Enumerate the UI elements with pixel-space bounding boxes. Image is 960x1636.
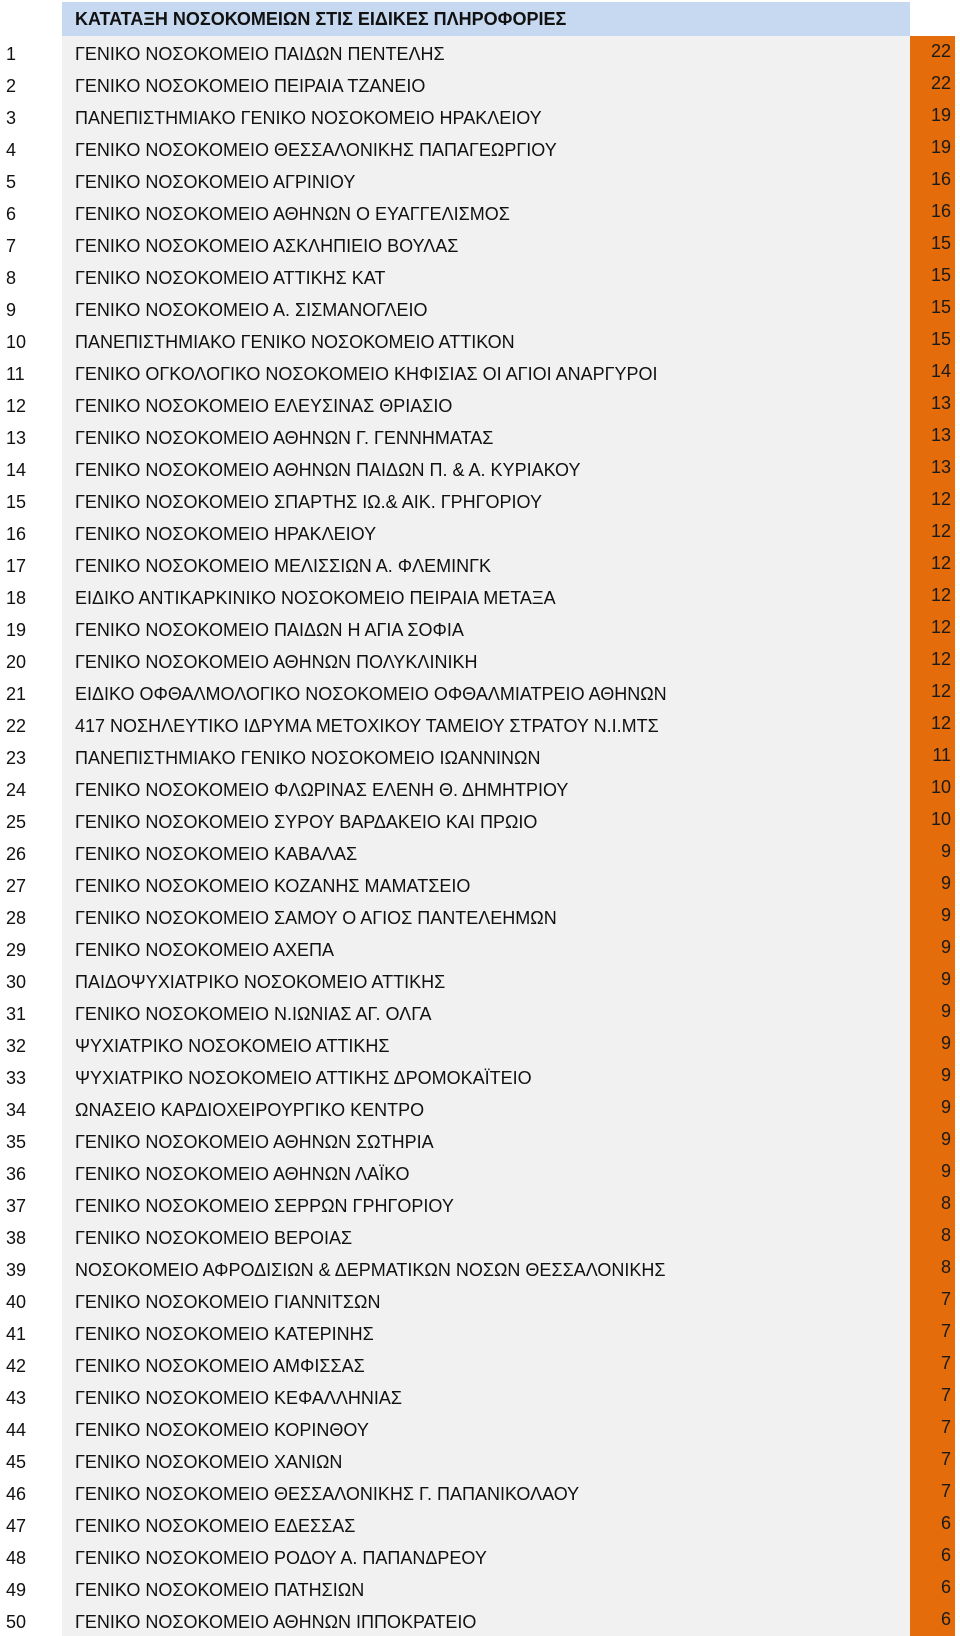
score-cell: 8: [910, 1188, 955, 1220]
hospital-name-cell: ΓΕΝΙΚΟ ΝΟΣΟΚΟΜΕΙΟ ΣΥΡΟΥ ΒΑΡΔΑΚΕΙΟ ΚΑΙ ΠΡΩΙΟ: [62, 804, 910, 836]
hospital-name-cell: ΓΕΝΙΚΟ ΝΟΣΟΚΟΜΕΙΟ ΗΡΑΚΛΕΙΟΥ: [62, 516, 910, 548]
table-row: [0, 1348, 960, 1380]
rank-cell: 24: [6, 780, 27, 800]
table-row: [0, 388, 960, 420]
rank-cell: 38: [6, 1228, 27, 1248]
rank-cell: 19: [6, 620, 27, 640]
hospital-name-cell: ΓΕΝΙΚΟ ΝΟΣΟΚΟΜΕΙΟ Ν.ΙΩΝΙΑΣ ΑΓ. ΟΛΓΑ: [62, 996, 910, 1028]
hospital-name-cell: ΠΑΝΕΠΙΣΤΗΜΙΑΚΟ ΓΕΝΙΚΟ ΝΟΣΟΚΟΜΕΙΟ ΗΡΑΚΛΕΙΟΥ: [62, 100, 910, 132]
table-row: [0, 228, 960, 260]
rank-cell: 23: [6, 748, 27, 768]
score-cell: 8: [910, 1220, 955, 1252]
score-cell: 7: [910, 1412, 955, 1444]
hospital-name-cell: ΓΕΝΙΚΟ ΝΟΣΟΚΟΜΕΙΟ ΡΟΔΟΥ Α. ΠΑΠΑΝΔΡΕΟΥ: [62, 1540, 910, 1572]
rank-cell: 33: [6, 1068, 27, 1088]
rank-cell: 28: [6, 908, 27, 928]
rank-cell: 46: [6, 1484, 27, 1504]
rank-cell: 30: [6, 972, 27, 992]
rank-cell: 1: [6, 44, 17, 64]
hospital-name-cell: 417 ΝΟΣΗΛΕΥΤΙΚΟ ΙΔΡΥΜΑ ΜΕΤΟΧΙΚΟΥ ΤΑΜΕΙΟΥ ΣΤΡΑΤΟΥ Ν.Ι.ΜΤΣ: [62, 708, 910, 740]
table-row: [0, 420, 960, 452]
score-cell: 7: [910, 1476, 955, 1508]
table-row: [0, 836, 960, 868]
rank-cell: 5: [6, 172, 17, 192]
rank-cell: 31: [6, 1004, 27, 1024]
hospital-name-cell: ΓΕΝΙΚΟ ΝΟΣΟΚΟΜΕΙΟ ΠΑΤΗΣΙΩΝ: [62, 1572, 910, 1604]
hospital-name-cell: ΓΕΝΙΚΟ ΝΟΣΟΚΟΜΕΙΟ ΘΕΣΣΑΛΟΝΙΚΗΣ Γ. ΠΑΠΑΝΙΚΟΛΑΟΥ: [62, 1476, 910, 1508]
hospital-name-cell: ΓΕΝΙΚΟ ΝΟΣΟΚΟΜΕΙΟ ΑΘΗΝΩΝ Ο ΕΥΑΓΓΕΛΙΣΜΟΣ: [62, 196, 910, 228]
hospital-name-cell: ΨΥΧΙΑΤΡΙΚΟ ΝΟΣΟΚΟΜΕΙΟ ΑΤΤΙΚΗΣ: [62, 1028, 910, 1060]
hospital-name-cell: ΨΥΧΙΑΤΡΙΚΟ ΝΟΣΟΚΟΜΕΙΟ ΑΤΤΙΚΗΣ ΔΡΟΜΟΚΑΪΤΕΙΟ: [62, 1060, 910, 1092]
rank-cell: 3: [6, 108, 17, 128]
rank-cell: 35: [6, 1132, 27, 1152]
hospital-name-cell: ΠΑΝΕΠΙΣΤΗΜΙΑΚΟ ΓΕΝΙΚΟ ΝΟΣΟΚΟΜΕΙΟ ΙΩΑΝΝΙΝΩΝ: [62, 740, 910, 772]
rank-cell: 40: [6, 1292, 27, 1312]
table-row: [0, 1220, 960, 1252]
rank-cell: 12: [6, 396, 27, 416]
ranking-table: [0, 2, 960, 1636]
hospital-name-cell: ΠΑΝΕΠΙΣΤΗΜΙΑΚΟ ΓΕΝΙΚΟ ΝΟΣΟΚΟΜΕΙΟ ΑΤΤΙΚΟΝ: [62, 324, 910, 356]
table-row: [0, 484, 960, 516]
hospital-name-cell: ΓΕΝΙΚΟ ΝΟΣΟΚΟΜΕΙΟ ΚΑΒΑΛΑΣ: [62, 836, 910, 868]
table-row: [0, 36, 960, 68]
rank-cell: 42: [6, 1356, 27, 1376]
table-row: [0, 996, 960, 1028]
rank-cell: 4: [6, 140, 17, 160]
hospital-name-cell: ΓΕΝΙΚΟ ΝΟΣΟΚΟΜΕΙΟ ΧΑΝΙΩΝ: [62, 1444, 910, 1476]
score-cell: 16: [910, 164, 955, 196]
rank-cell: 49: [6, 1580, 27, 1600]
rank-cell: 20: [6, 652, 27, 672]
hospital-name-cell: ΓΕΝΙΚΟ ΝΟΣΟΚΟΜΕΙΟ ΜΕΛΙΣΣΙΩΝ Α. ΦΛΕΜΙΝΓΚ: [62, 548, 910, 580]
rank-cell: 39: [6, 1260, 27, 1280]
hospital-name-cell: ΓΕΝΙΚΟ ΝΟΣΟΚΟΜΕΙΟ ΑΘΗΝΩΝ Γ. ΓΕΝΝΗΜΑΤΑΣ: [62, 420, 910, 452]
score-cell: 6: [910, 1572, 955, 1604]
table-row: [0, 132, 960, 164]
hospital-name-cell: ΓΕΝΙΚΟ ΝΟΣΟΚΟΜΕΙΟ ΑΜΦΙΣΣΑΣ: [62, 1348, 910, 1380]
score-cell: 15: [910, 260, 955, 292]
rank-cell: 11: [6, 364, 25, 384]
hospital-name-cell: ΓΕΝΙΚΟ ΝΟΣΟΚΟΜΕΙΟ ΑΘΗΝΩΝ ΛΑΪΚΟ: [62, 1156, 910, 1188]
rank-cell: 25: [6, 812, 27, 832]
score-cell: 12: [910, 548, 955, 580]
table-row: [0, 932, 960, 964]
rank-cell: 18: [6, 588, 27, 608]
hospital-name-cell: ΓΕΝΙΚΟ ΝΟΣΟΚΟΜΕΙΟ ΕΛΕΥΣΙΝΑΣ ΘΡΙΑΣΙΟ: [62, 388, 910, 420]
table-row: [0, 196, 960, 228]
score-cell: 12: [910, 708, 955, 740]
hospital-name-cell: ΓΕΝΙΚΟ ΝΟΣΟΚΟΜΕΙΟ ΣΕΡΡΩΝ ΓΡΗΓΟΡΙΟΥ: [62, 1188, 910, 1220]
hospital-name-cell: ΓΕΝΙΚΟ ΝΟΣΟΚΟΜΕΙΟ ΑΘΗΝΩΝ ΙΠΠΟΚΡΑΤΕΙΟ: [62, 1604, 910, 1636]
rank-cell: 48: [6, 1548, 27, 1568]
rank-cell: 8: [6, 268, 17, 288]
hospital-name-cell: ΓΕΝΙΚΟ ΝΟΣΟΚΟΜΕΙΟ ΒΕΡΟΙΑΣ: [62, 1220, 910, 1252]
table-row: [0, 164, 960, 196]
table-header-row: [0, 2, 960, 36]
table-row: [0, 1316, 960, 1348]
hospital-name-cell: ΠΑΙΔΟΨΥΧΙΑΤΡΙΚΟ ΝΟΣΟΚΟΜΕΙΟ ΑΤΤΙΚΗΣ: [62, 964, 910, 996]
score-cell: 9: [910, 900, 955, 932]
score-cell: 6: [910, 1540, 955, 1572]
table-row: [0, 804, 960, 836]
rank-cell: 34: [6, 1100, 27, 1120]
table-row: [0, 964, 960, 996]
score-cell: 9: [910, 964, 955, 996]
score-cell: 12: [910, 484, 955, 516]
table-row: [0, 900, 960, 932]
score-cell: 14: [910, 356, 955, 388]
score-cell: 10: [910, 804, 955, 836]
rank-cell: 47: [6, 1516, 27, 1536]
rank-cell: 50: [6, 1612, 27, 1632]
rank-cell: 14: [6, 460, 27, 480]
rank-cell: 13: [6, 428, 27, 448]
rank-cell: 36: [6, 1164, 27, 1184]
rank-cell: 7: [6, 236, 17, 256]
table-row: [0, 1412, 960, 1444]
hospital-name-cell: ΓΕΝΙΚΟ ΝΟΣΟΚΟΜΕΙΟ ΚΟΡΙΝΘΟΥ: [62, 1412, 910, 1444]
table-row: [0, 772, 960, 804]
hospital-name-cell: ΓΕΝΙΚΟ ΝΟΣΟΚΟΜΕΙΟ ΚΕΦΑΛΛΗΝΙΑΣ: [62, 1380, 910, 1412]
table-row: [0, 452, 960, 484]
table-row: [0, 516, 960, 548]
rank-cell: 9: [6, 300, 17, 320]
table-row: [0, 1508, 960, 1540]
score-cell: 12: [910, 612, 955, 644]
score-cell: 9: [910, 1124, 955, 1156]
hospital-name-cell: ΓΕΝΙΚΟ ΝΟΣΟΚΟΜΕΙΟ ΕΔΕΣΣΑΣ: [62, 1508, 910, 1540]
table-row: [0, 1252, 960, 1284]
table-row: [0, 1476, 960, 1508]
table-row: [0, 324, 960, 356]
rank-cell: 45: [6, 1452, 27, 1472]
score-cell: 22: [910, 36, 955, 68]
rank-cell: 10: [6, 332, 27, 352]
table-row: [0, 740, 960, 772]
hospital-name-cell: ΓΕΝΙΚΟ ΝΟΣΟΚΟΜΕΙΟ ΑΘΗΝΩΝ ΣΩΤΗΡΙΑ: [62, 1124, 910, 1156]
hospital-name-cell: ΓΕΝΙΚΟ ΝΟΣΟΚΟΜΕΙΟ ΚΑΤΕΡΙΝΗΣ: [62, 1316, 910, 1348]
score-cell: 15: [910, 228, 955, 260]
hospital-name-cell: ΩΝΑΣΕΙΟ ΚΑΡΔΙΟΧΕΙΡΟΥΡΓΙΚΟ ΚΕΝΤΡΟ: [62, 1092, 910, 1124]
rank-cell: 43: [6, 1388, 27, 1408]
table-row: [0, 1540, 960, 1572]
table-row: [0, 1188, 960, 1220]
hospital-name-cell: ΓΕΝΙΚΟ ΝΟΣΟΚΟΜΕΙΟ ΚΟΖΑΝΗΣ ΜΑΜΑΤΣΕΙΟ: [62, 868, 910, 900]
score-cell: 12: [910, 676, 955, 708]
table-row: [0, 260, 960, 292]
score-cell: 6: [910, 1508, 955, 1540]
hospital-name-cell: ΓΕΝΙΚΟ ΝΟΣΟΚΟΜΕΙΟ ΣΑΜΟΥ Ο ΑΓΙΟΣ ΠΑΝΤΕΛΕΗΜΩΝ: [62, 900, 910, 932]
table-title: ΚΑΤΑΤΑΞΗ ΝΟΣΟΚΟΜΕΙΩΝ ΣΤΙΣ ΕΙΔΙΚΕΣ ΠΛΗΡΟΦΟΡΙΕΣ: [62, 2, 910, 36]
table-row: [0, 1028, 960, 1060]
rank-cell: 27: [6, 876, 27, 896]
score-cell: 15: [910, 292, 955, 324]
score-cell: 11: [910, 740, 955, 772]
table-body: [0, 36, 960, 1636]
score-cell: 7: [910, 1348, 955, 1380]
rank-cell: 21: [6, 684, 27, 704]
hospital-name-cell: ΓΕΝΙΚΟ ΝΟΣΟΚΟΜΕΙΟ ΦΛΩΡΙΝΑΣ ΕΛΕΝΗ Θ. ΔΗΜΗΤΡΙΟΥ: [62, 772, 910, 804]
rank-cell: 17: [6, 556, 27, 576]
hospital-name-cell: ΕΙΔΙΚΟ ΟΦΘΑΛΜΟΛΟΓΙΚΟ ΝΟΣΟΚΟΜΕΙΟ ΟΦΘΑΛΜΙΑΤΡΕΙΟ ΑΘΗΝΩΝ: [62, 676, 910, 708]
score-cell: 15: [910, 324, 955, 356]
table-row: [0, 1444, 960, 1476]
header-score-cell: [910, 2, 955, 36]
score-cell: 9: [910, 868, 955, 900]
hospital-name-cell: ΓΕΝΙΚΟ ΝΟΣΟΚΟΜΕΙΟ ΑΘΗΝΩΝ ΠΟΛΥΚΛΙΝΙΚΗ: [62, 644, 910, 676]
score-cell: 19: [910, 132, 955, 164]
score-cell: 9: [910, 1028, 955, 1060]
score-cell: 6: [910, 1604, 955, 1636]
rank-cell: 37: [6, 1196, 27, 1216]
score-cell: 7: [910, 1316, 955, 1348]
table-row: [0, 1604, 960, 1636]
hospital-name-cell: ΓΕΝΙΚΟ ΝΟΣΟΚΟΜΕΙΟ ΑΣΚΛΗΠΙΕΙΟ ΒΟΥΛΑΣ: [62, 228, 910, 260]
rank-cell: 16: [6, 524, 27, 544]
rank-cell: 41: [6, 1324, 27, 1344]
table-row: [0, 676, 960, 708]
score-cell: 9: [910, 1156, 955, 1188]
score-cell: 19: [910, 100, 955, 132]
score-cell: 12: [910, 644, 955, 676]
table-row: [0, 644, 960, 676]
rank-cell: 2: [6, 76, 17, 96]
hospital-name-cell: ΓΕΝΙΚΟ ΝΟΣΟΚΟΜΕΙΟ ΑΤΤΙΚΗΣ ΚΑΤ: [62, 260, 910, 292]
score-cell: 12: [910, 516, 955, 548]
table-row: [0, 100, 960, 132]
rank-cell: 26: [6, 844, 27, 864]
table-row: [0, 580, 960, 612]
table-row: [0, 68, 960, 100]
hospital-name-cell: ΕΙΔΙΚΟ ΑΝΤΙΚΑΡΚΙΝΙΚΟ ΝΟΣΟΚΟΜΕΙΟ ΠΕΙΡΑΙΑ ΜΕΤΑΞΑ: [62, 580, 910, 612]
hospital-name-cell: ΓΕΝΙΚΟ ΝΟΣΟΚΟΜΕΙΟ ΑΘΗΝΩΝ ΠΑΙΔΩΝ Π. & Α. ΚΥΡΙΑΚΟΥ: [62, 452, 910, 484]
table-row: [0, 1060, 960, 1092]
score-cell: 9: [910, 932, 955, 964]
score-cell: 9: [910, 1092, 955, 1124]
score-cell: 9: [910, 836, 955, 868]
hospital-name-cell: ΓΕΝΙΚΟ ΝΟΣΟΚΟΜΕΙΟ ΠΕΙΡΑΙΑ ΤΖΑΝΕΙΟ: [62, 68, 910, 100]
score-cell: 9: [910, 1060, 955, 1092]
score-cell: 13: [910, 420, 955, 452]
score-cell: 7: [910, 1284, 955, 1316]
table-row: [0, 356, 960, 388]
table-row: [0, 548, 960, 580]
score-cell: 9: [910, 996, 955, 1028]
hospital-name-cell: ΓΕΝΙΚΟ ΝΟΣΟΚΟΜΕΙΟ ΓΙΑΝΝΙΤΣΩΝ: [62, 1284, 910, 1316]
table-row: [0, 1380, 960, 1412]
hospital-name-cell: ΓΕΝΙΚΟ ΝΟΣΟΚΟΜΕΙΟ ΑΧΕΠΑ: [62, 932, 910, 964]
rank-cell: 6: [6, 204, 17, 224]
score-cell: 8: [910, 1252, 955, 1284]
rank-cell: 22: [6, 716, 27, 736]
hospital-name-cell: ΓΕΝΙΚΟ ΝΟΣΟΚΟΜΕΙΟ ΑΓΡΙΝΙΟΥ: [62, 164, 910, 196]
table-row: [0, 1124, 960, 1156]
score-cell: 16: [910, 196, 955, 228]
score-cell: 22: [910, 68, 955, 100]
table-row: [0, 1572, 960, 1604]
hospital-name-cell: ΓΕΝΙΚΟ ΟΓΚΟΛΟΓΙΚΟ ΝΟΣΟΚΟΜΕΙΟ ΚΗΦΙΣΙΑΣ ΟΙ ΑΓΙΟΙ ΑΝΑΡΓΥΡΟΙ: [62, 356, 910, 388]
table-row: [0, 868, 960, 900]
score-cell: 7: [910, 1380, 955, 1412]
hospital-name-cell: ΓΕΝΙΚΟ ΝΟΣΟΚΟΜΕΙΟ ΠΑΙΔΩΝ Η ΑΓΙΑ ΣΟΦΙΑ: [62, 612, 910, 644]
hospital-name-cell: ΓΕΝΙΚΟ ΝΟΣΟΚΟΜΕΙΟ ΣΠΑΡΤΗΣ ΙΩ.& ΑΙΚ. ΓΡΗΓΟΡΙΟΥ: [62, 484, 910, 516]
score-cell: 13: [910, 452, 955, 484]
score-cell: 13: [910, 388, 955, 420]
hospital-name-cell: ΓΕΝΙΚΟ ΝΟΣΟΚΟΜΕΙΟ ΘΕΣΣΑΛΟΝΙΚΗΣ ΠΑΠΑΓΕΩΡΓΙΟΥ: [62, 132, 910, 164]
table-row: [0, 612, 960, 644]
score-cell: 12: [910, 580, 955, 612]
score-cell: 10: [910, 772, 955, 804]
table-row: [0, 292, 960, 324]
hospital-name-cell: ΓΕΝΙΚΟ ΝΟΣΟΚΟΜΕΙΟ Α. ΣΙΣΜΑΝΟΓΛΕΙΟ: [62, 292, 910, 324]
rank-cell: 15: [6, 492, 27, 512]
table-row: [0, 708, 960, 740]
score-cell: 7: [910, 1444, 955, 1476]
rank-cell: 32: [6, 1036, 27, 1056]
hospital-name-cell: ΝΟΣΟΚΟΜΕΙΟ ΑΦΡΟΔΙΣΙΩΝ & ΔΕΡΜΑΤΙΚΩΝ ΝΟΣΩΝ ΘΕΣΣΑΛΟΝΙΚΗΣ: [62, 1252, 910, 1284]
table-row: [0, 1156, 960, 1188]
rank-cell: 44: [6, 1420, 27, 1440]
table-row: [0, 1092, 960, 1124]
table-row: [0, 1284, 960, 1316]
rank-cell: 29: [6, 940, 27, 960]
header-rank-cell: [0, 2, 62, 36]
hospital-name-cell: ΓΕΝΙΚΟ ΝΟΣΟΚΟΜΕΙΟ ΠΑΙΔΩΝ ΠΕΝΤΕΛΗΣ: [62, 36, 910, 68]
